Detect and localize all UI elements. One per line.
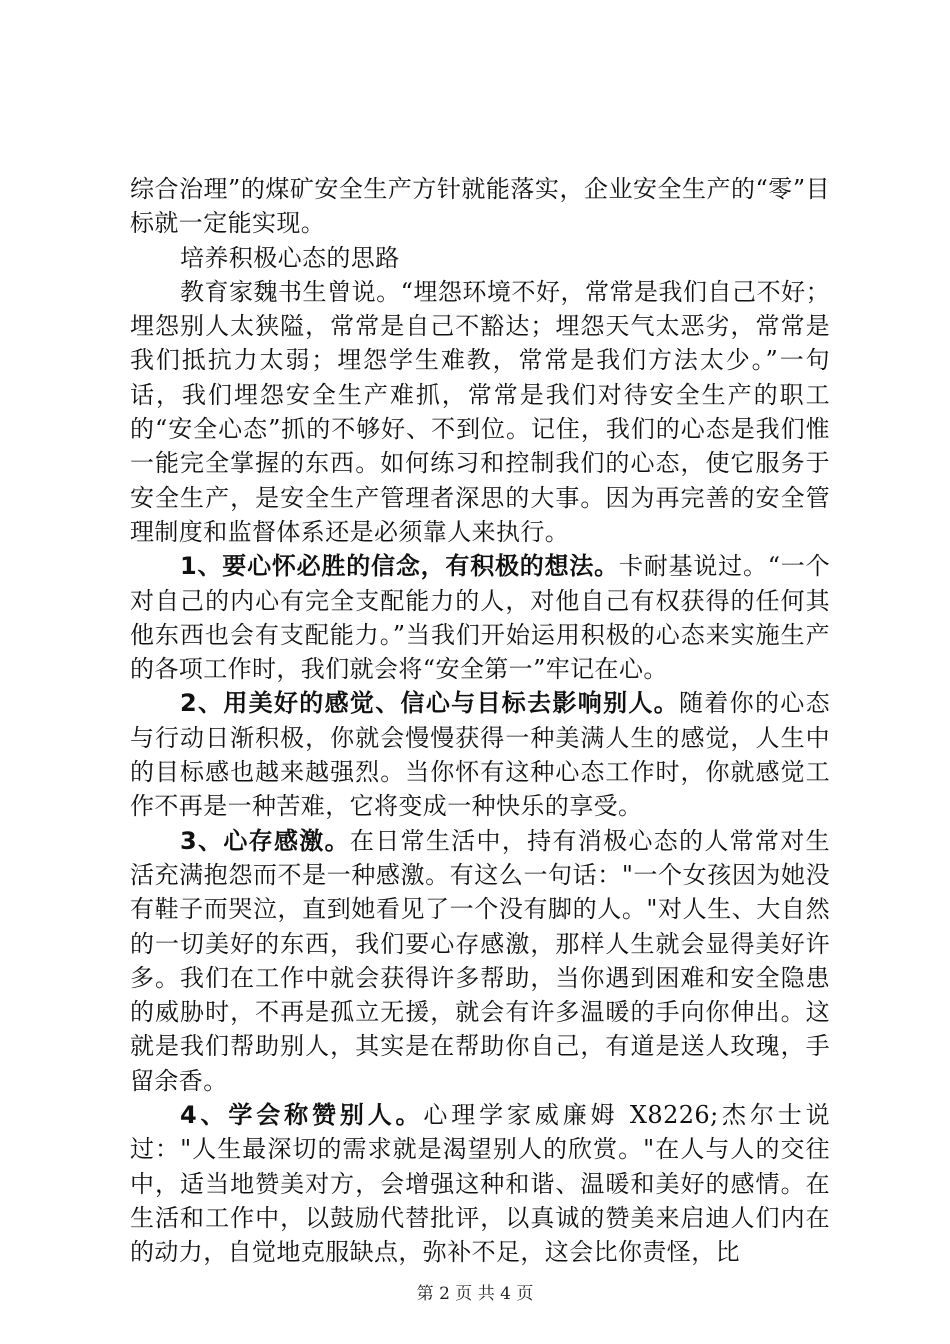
point-4-text: 心理学家威廉姆 X8226;杰尔士说过："人生最深切的需求就是渴望别人的欣赏。"在人与人的交往中，适当地赞美对方，会增强这种和谐、温暖和美好的感情。在生活和工作中，以鼓励代替批评，以真诚的赞美来启迪人们内在的动力，自觉地克服缺点，弥补不足，这会比你责怪，比 <box>130 1101 830 1267</box>
paragraph-point-1 <box>130 549 830 686</box>
section-heading: 培养积极心态的思路 <box>180 243 400 272</box>
paragraph-point-2 <box>130 686 830 823</box>
paragraph-intro: 教育家魏书生曾说。“埋怨环境不好，常常是我们自己不好；埋怨别人太狭隘，常常是自己不豁达；埋怨天气太恶劣，常常是我们抵抗力太弱；埋怨学生难教，常常是我们方法太少。”一句话，我们埋怨安全生产难抓，常常是我们对待安全生产的职工的“安全心态”抓的不够好、不到位。记住，我们的心态是我们惟一能完全掌握的东西。如何练习和控制我们的心态，使它服务于安全生产，是安全生产管理者深思的大事。因为再完善的安全管理制度和监督体系还是必须靠人来执行。 <box>130 277 830 546</box>
point-4-heading: 4、学会称赞别人。 <box>180 1101 424 1130</box>
document-body <box>130 172 830 1270</box>
point-2-heading: 2、用美好的感觉、信心与目标去影响别人。 <box>180 689 680 718</box>
point-3-text: 在日常生活中，持有消极心态的人常常对生活充满抱怨而不是一种感激。有这么一句话："一个女孩因为她没有鞋子而哭泣，直到她看见了一个没有脚的人。"对人生、大自然的一切美好的东西，我们要心存感激，那样人生就会显得美好许多。我们在工作中就会获得许多帮助，当你遇到困难和安全隐患的威胁时，不再是孤立无援，就会有许多温暖的手向你伸出。这就是我们帮助别人，其实是在帮助你自己，有道是送人玫瑰，手留余香。 <box>130 826 831 1095</box>
point-3-heading: 3、心存感激。 <box>180 826 350 855</box>
point-1-text: 卡耐基说过。“一个对自己的内心有完全支配能力的人，对他自己有权获得的任何其他东西也会有支配能力。”当我们开始运用积极的心态来实施生产的各项工作时，我们就会将“安全第一”牢记在心。 <box>130 552 830 684</box>
page-number-footer: 第 2 页 共 4 页 <box>416 1284 534 1304</box>
paragraph-continuation: 综合治理”的煤矿安全生产方针就能落实，企业安全生产的“零”目标就一定能实现。 <box>130 175 830 238</box>
point-2-text: 随着你的心态与行动日渐积极，你就会慢慢获得一种美满人生的感觉，人生中的目标感也越来越强烈。当你怀有这种心态工作时，你就感觉工作不再是一种苦难，它将变成一种快乐的享受。 <box>130 689 830 821</box>
paragraph-point-3 <box>130 824 830 1098</box>
paragraph-point-4 <box>130 1098 830 1269</box>
point-1-heading: 1、要心怀必胜的信念，有积极的想法。 <box>180 552 619 581</box>
